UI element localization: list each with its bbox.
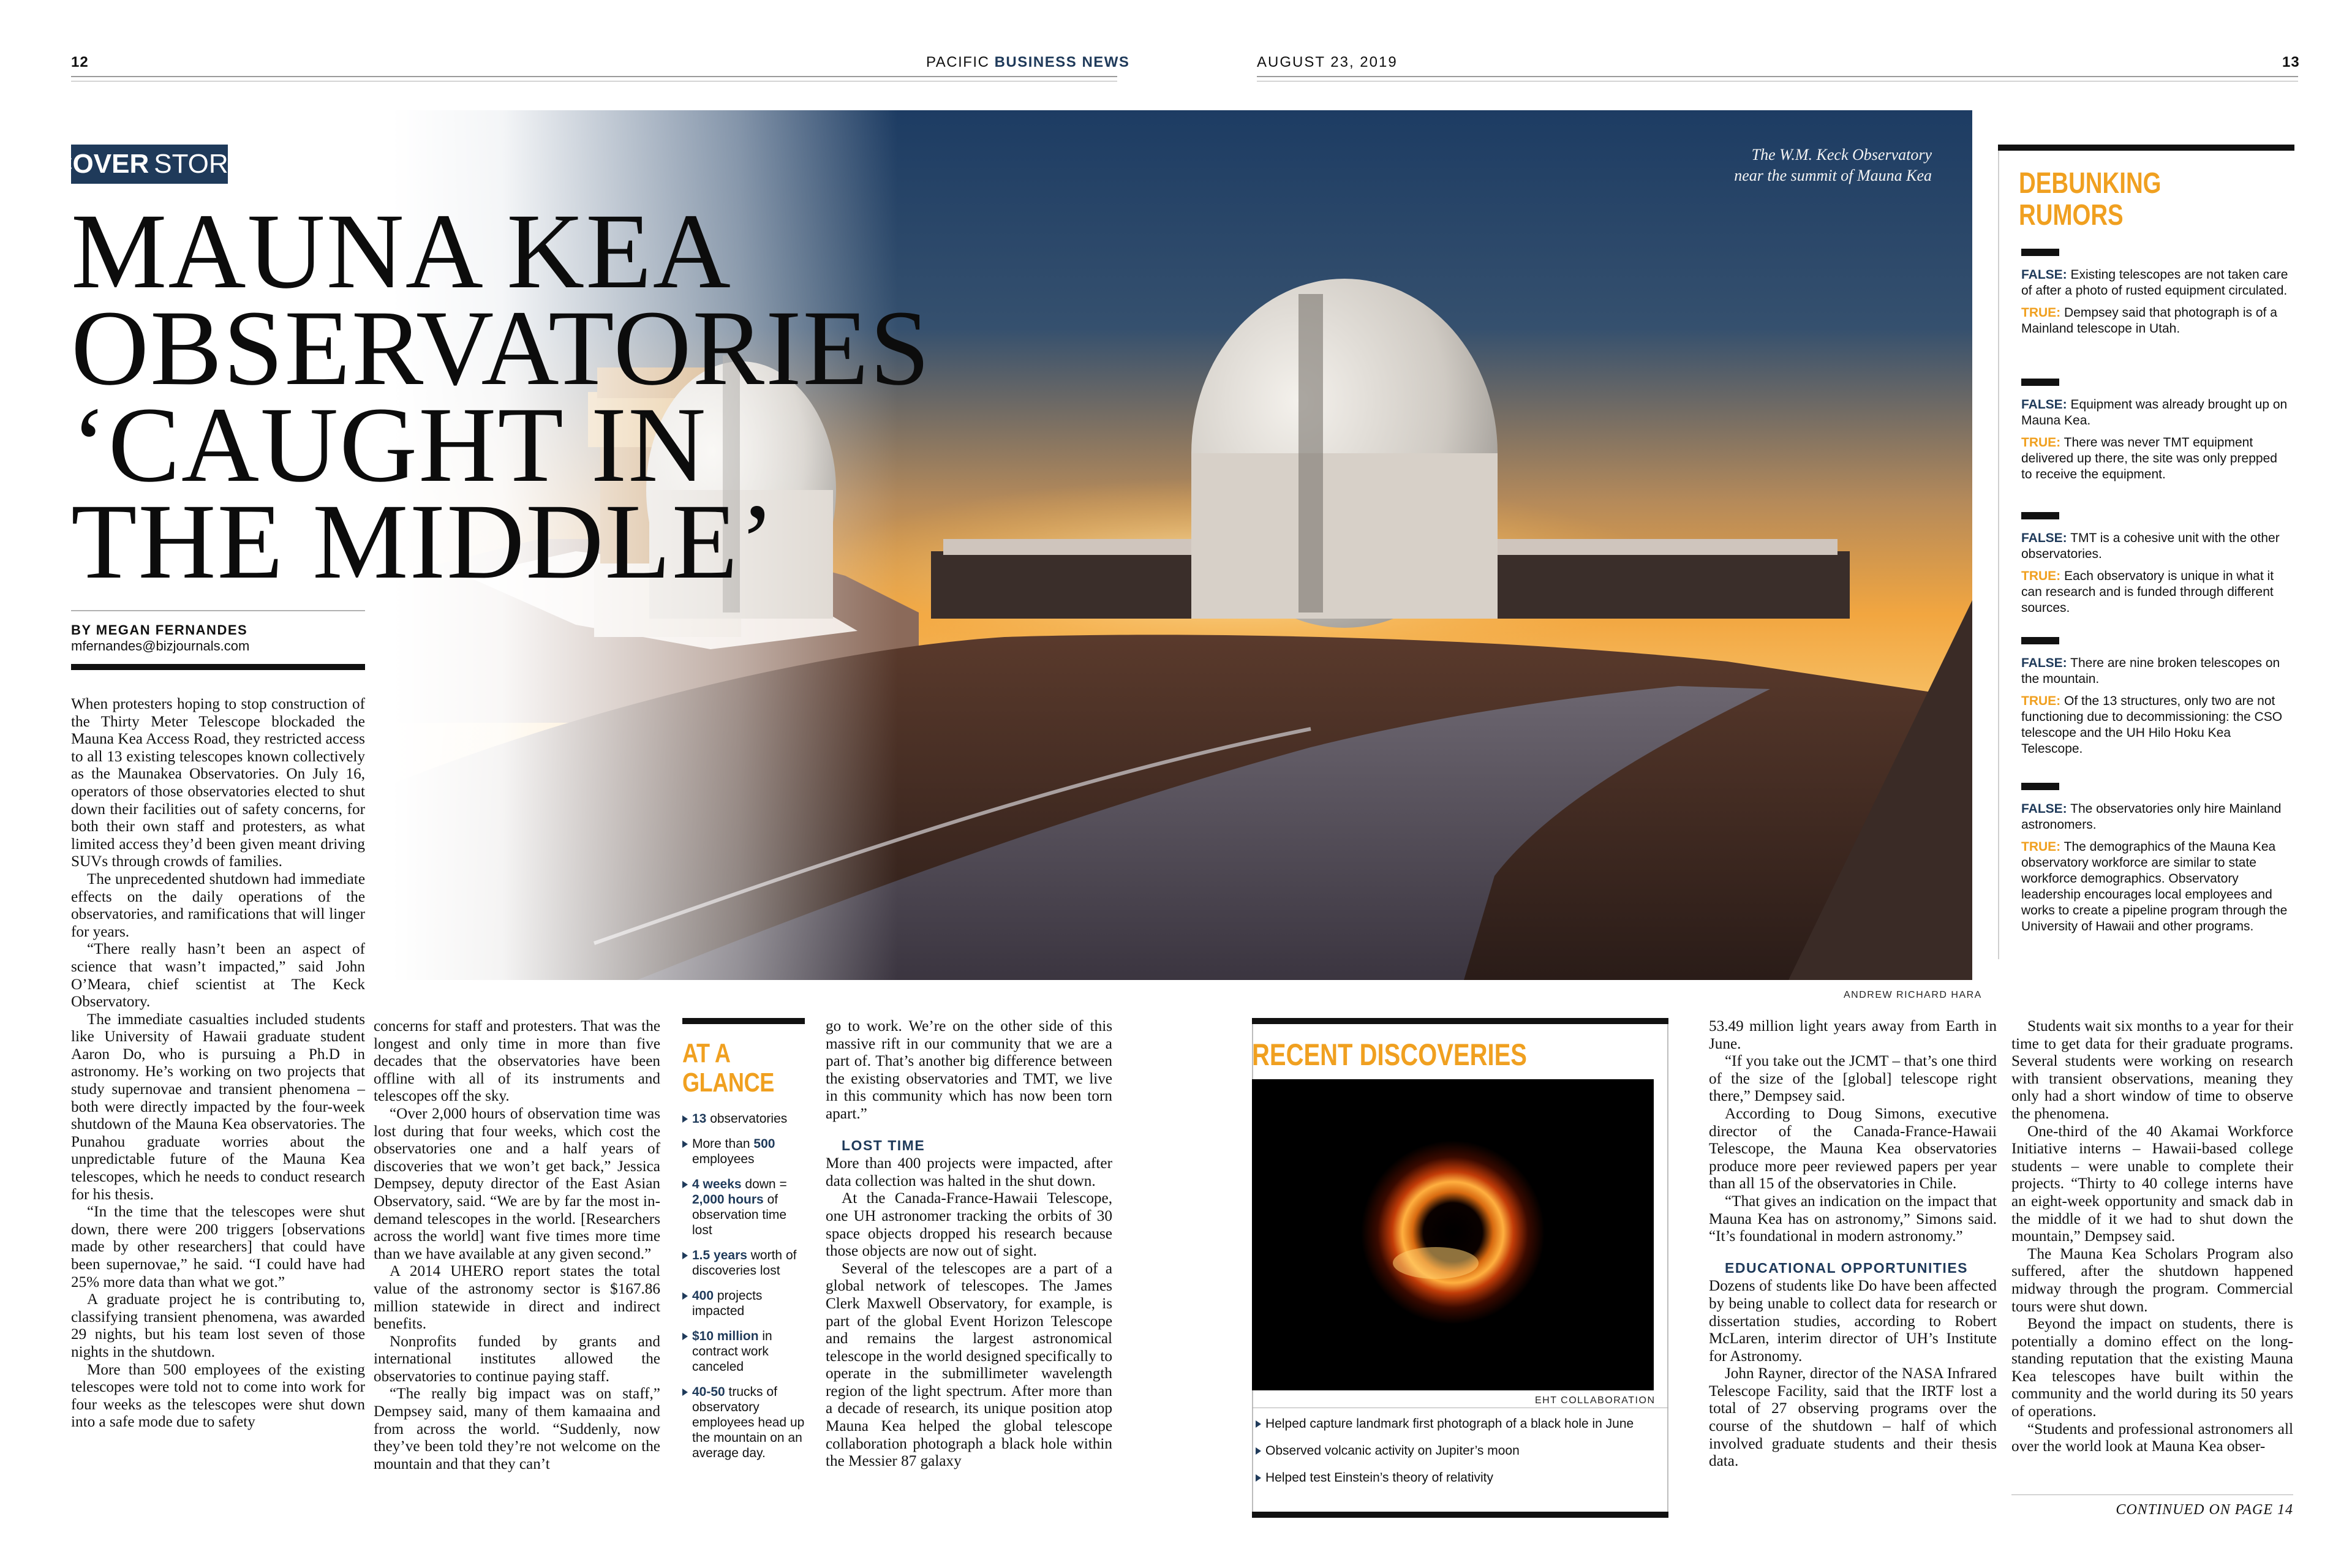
debunk-rule-top [1998,145,2294,151]
issue-date: AUGUST 23, 2019 [1257,54,1398,70]
recent-discoveries-title: RECENT DISCOVERIES [1252,1038,1527,1072]
recent-border-right [1667,1024,1668,1514]
photo-credit: ANDREW RICHARD HARA [1844,990,1982,1000]
recent-rule-top [1252,1018,1668,1024]
publication-name-bold: BUSINESS NEWS [994,54,1130,70]
rumor-1: FALSE: Existing telescopes are not taken care of after a photo of rusted equipment circulated. TRUE: Dempsey said that photograph is of a Mainland telescope in Utah. [2021,249,2291,343]
glance-item: More than 500 employees [682,1136,805,1167]
recent-item: Observed volcanic activity on Jupiter’s moon [1256,1443,1654,1459]
black-hole-illustration [1252,1079,1654,1390]
article-column-5: Students wait six months to a year for their time to get data for their graduate programs. Several students were working on research with transient observations, meaning they only had a short window of time to observe the phenomena. One-third of the 40 Akamai Workforce Initiative interns – Hawaii-based college students – were unable to complete their projects. “Thirty to 40 college interns have an eight-week opportunity and smack dab in the middle of it we had to shut down the mountain,” Dempsey said. The Mauna Kea Scholars Program also suffered, after the shutdown happened midway through the program. Commercial tours were shut down. Beyond the impact on students, there is potentially a domino effect on the long-standing reputation that the existing Mauna Kea telescopes have built within the community and the world during its 50 years of operations. “Students and professional astronomers all over the world look at Mauna Kea obser- [2011,1018,2293,1455]
glance-rule [682,1018,805,1024]
recent-rule-bottom [1252,1512,1668,1518]
article-column-1: When protesters hoping to stop construction of the Thirty Meter Telescope blockaded the Mauna Kea Access Road, they restricted access to all 13 existing telescopes known collectively as the Maunakea Observatories. On July 16, operators of those observatories elected to shut down their facilities out of safety concerns, for both their own staff and protesters, as what limited access they’d been given meant driving SUVs through crowds of families. The unprecedented shutdown had immediate effects on the daily operations of the observatories, and ramifications that will linger for years. “There really hasn’t been an aspect of science that wasn’t impacted,” said John O’Meara, chief scientist at The Keck Observatory. The immediate casualties included students like University of Hawaii graduate student Aaron Do, who is pursuing a Ph.D in astronomy. He’s working on two projects that study supernovae and transient phenomena – both were directly impacted by the four-week shutdown of the Mauna Kea observatories. The Punahou graduate worries about the unpredictable future of the Mauna Kea telescopes, which he needs to conduct research for his thesis. “In the time that the telescopes were shut down, there were 200 triggers [observations made by other researchers] that could have been supernovae,” he said. “I could have had 25% more data than what we got.” A graduate project he is contributing to, classifying transient phenomena, was awarded 29 nights, but his team lost seven of those nights in the shutdown. More than 500 employees of the existing telescopes were told not to come into work for four weeks as the telescopes were shut down into a safe mode due to safety [71,696,365,1431]
continued-rule [2011,1494,2293,1495]
byline-email: mfernandes@bizjournals.com [71,638,250,654]
page-number-left: 12 [71,54,89,70]
recent-list [1256,1416,1654,1497]
headline-line-1: MAUNA KEA [71,192,732,311]
glance-title: AT A GLANCE [682,1038,774,1098]
article-column-2: concerns for staff and protesters. That was the longest and only time in more than five decades that the observatories have been offline with all of its instruments and telescopes off the sky. “Over 2,000 hours of observation time was lost during that four weeks, which cost the observatories one and a half years of discoveries that we won’t get back,” Jessica Dempsey, deputy director of the East Asian Observatory, said. “We are by far the most in-demand telescopes in the world. [Researchers across the world] want five times more time than we have available at any given second.” A 2014 UHERO report states the total value of the astronomy sector is $167.86 million statewide in direct and indirect benefits. Nonprofits funded by grants and international institutes allowed the observatories to continue paying staff. “The really big impact was on staff,” Dempsey said, many of them kamaaina and from across the world. “Suddenly, now they’ve been told they’re not welcome on the mountain and that they can’t [374,1018,660,1472]
glance-item: 4 weeks down = 2,000 hours of observation time lost [682,1177,805,1238]
byline-author: BY MEGAN FERNANDES [71,622,248,638]
continued-on-page: CONTINUED ON PAGE 14 [2116,1502,2293,1518]
glance-item: 40-50 trucks of observatory employees head up the mountain on an average day. [682,1384,805,1461]
byline-rule-bottom [71,664,365,670]
header-rule-right [1257,76,2298,77]
glance-item: 13 observatories [682,1111,805,1126]
recent-item: Helped capture landmark first photograph of a black hole in June [1256,1416,1654,1432]
glance-item: $10 million in contract work canceled [682,1329,805,1374]
header-rule-left [71,76,1117,77]
glance-item: 1.5 years worth of discoveries lost [682,1248,805,1278]
headline-line-4: THE MIDDLE’ [71,482,777,601]
black-hole-image [1252,1079,1654,1390]
at-a-glance-box [682,1039,805,1471]
headline-line-2: OBSERVATORIES [71,288,932,408]
recent-image-credit: EHT COLLABORATION [1535,1395,1656,1406]
subhead-lost-time: LOST TIME [842,1137,925,1153]
page-number-right: 13 [2282,54,2300,70]
recent-item: Helped test Einstein’s theory of relativity [1256,1470,1654,1486]
rumor-4: FALSE: There are nine broken telescopes on the mountain. TRUE: Of the 13 structures, only two are not functioning due to decommissioning: the CSO telescope and the UH Hilo Hoku Kea Telescope. [2021,637,2291,763]
rumor-2: FALSE: Equipment was already brought up on Mauna Kea. TRUE: There was never TMT equipment delivered up there, the site was only prepped to receive the equipment. [2021,379,2291,489]
rumor-5: FALSE: The observatories only hire Mainland astronomers. TRUE: The demographics of the Mauna Kea observatory workforce are similar to state workforce demographics. Observatory leadership encourages local employees and works to create a pipeline program through the University of Hawaii and other programs. [2021,783,2291,941]
headline-line-3: ‘CAUGHT IN [71,385,707,505]
subhead-educational-opportunities: EDUCATIONAL OPPORTUNITIES [1725,1259,1968,1276]
debunk-border-left [1998,151,1999,959]
debunking-title: DEBUNKING RUMORS [2019,167,2162,232]
article-column-4: 53.49 million light years away from Earth in June. “If you take out the JCMT – that’s one third of the size of the [global] telescope right there,” Dempsey said. According to Doug Simons, executive director of the Canada-France-Hawaii Telescope, the Mauna Kea observatories produce more peer reviewed papers per year than all 15 of the observatories in Chile. “That gives an indication on the impact that Mauna Kea has on astronomy,” Simons said. “It’s foundational in modern astronomy.” EDUCATIONAL OPPORTUNITIES Dozens of students like Do have been affected by being unable to collect data for research or dissertation studies, according to Robert McLaren, interim director of UH’s Institute for Astronomy. John Rayner, director of the NASA Infrared Telescope Facility, said that the IRTF lost a total of 27 observing programs over the course of the shutdown – half of which involved graduate students and their thesis data. [1709,1018,1997,1470]
photo-caption: The W.M. Keck Observatory near the summit of Mauna Kea [1734,146,1932,184]
article-column-3: go to work. We’re on the other side of this massive rift in our community that we are a part of. That’s another big difference between the existing observatories and TMT, we live in this community which has now been torn apart.” LOST TIME More than 400 projects were impacted, after data collection was halted in the shut down. At the Canada-France-Hawaii Telescope, one UH astronomer tracking the orbits of 30 space objects dropped his research because those objects are now out of sight. Several of the telescopes are a part of a global network of telescopes. The James Clerk Maxwell Observatory, for example, is part of the global Event Horizon Telescope and remains the largest astronomical telescope in the world designed specifically to operate in the submillimeter wavelength region of the light spectrum. After more than a decade of research, its unique position atop Mauna Kea helped the global telescope collaboration photograph a black hole within the Messier 87 galaxy [826,1018,1112,1470]
byline-rule-top [71,610,365,611]
rumor-3: FALSE: TMT is a cohesive unit with the other observatories. TRUE: Each observatory is unique in what it can research and is funded through different sources. [2021,512,2291,622]
publication-name: PACIFIC BUSINESS NEWS [926,54,1130,70]
glance-item: 400 projects impacted [682,1288,805,1319]
cover-story-tag: COVER STORY [71,145,228,184]
headline [71,192,990,601]
